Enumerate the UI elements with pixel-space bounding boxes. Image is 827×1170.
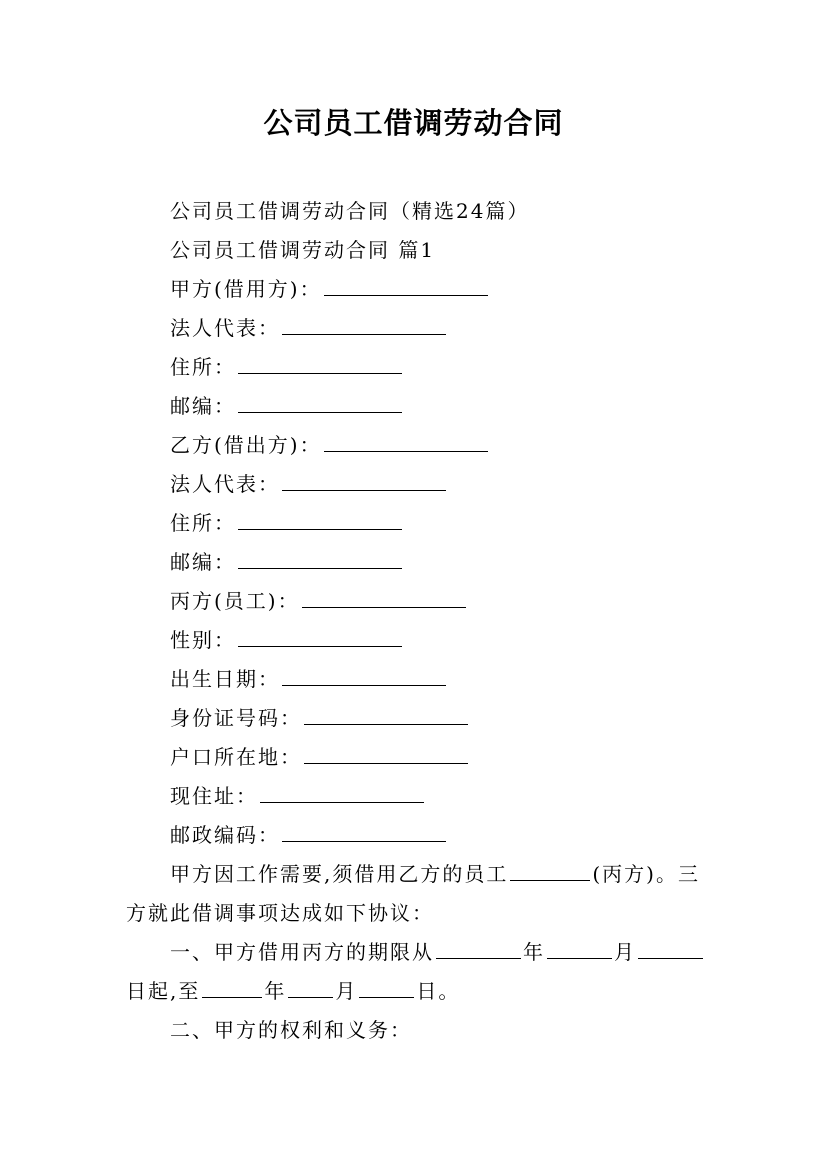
fill-blank: [238, 626, 402, 647]
fill-blank: [282, 665, 446, 686]
field-borrower-postcode: [170, 392, 404, 420]
field-lender-postcode: [170, 548, 404, 576]
paragraph-text: (丙方)。三: [592, 862, 700, 886]
fill-blank: [304, 704, 468, 725]
fill-blank: [359, 977, 414, 998]
field-employee: [170, 587, 468, 615]
fill-blank: [238, 353, 402, 374]
fill-blank: [238, 548, 402, 569]
field-label: 邮政编码：: [170, 823, 280, 847]
field-lender-legal-rep: [170, 470, 448, 498]
field-current-address: [170, 782, 426, 810]
field-birth-date: [170, 665, 448, 693]
fill-blank: [510, 860, 590, 881]
fill-blank: [260, 782, 424, 803]
fill-blank: [202, 977, 262, 998]
fill-blank: [302, 587, 466, 608]
paragraph-intro: [170, 860, 700, 888]
field-gender: [170, 626, 404, 654]
fill-blank: [436, 938, 521, 959]
clause-text: 年: [264, 979, 287, 1003]
clause-text: 年: [523, 940, 545, 964]
field-lender: [170, 431, 490, 459]
clause-1-continued: [126, 977, 460, 1005]
fill-blank: [282, 314, 446, 335]
field-label: 现住址：: [170, 784, 258, 808]
document-subtitle: 公司员工借调劳动合同（精选24篇）: [170, 199, 530, 223]
field-borrower: [170, 275, 490, 303]
document-title: 公司员工借调劳动合同: [263, 106, 564, 140]
field-label: 住所：: [170, 355, 236, 379]
field-label: 乙方(借出方)：: [170, 433, 322, 457]
paragraph-intro-continued: 方就此借调事项达成如下协议：: [126, 901, 434, 925]
fill-blank: [238, 392, 402, 413]
field-label: 身份证号码：: [170, 706, 302, 730]
field-label: 法人代表：: [170, 472, 280, 496]
field-label: 性别：: [170, 628, 236, 652]
fill-blank: [324, 431, 488, 452]
fill-blank: [288, 977, 333, 998]
field-label: 甲方(借用方)：: [170, 277, 322, 301]
fill-blank: [324, 275, 488, 296]
field-label: 邮编：: [170, 394, 236, 418]
clause-text: 日起,至: [126, 979, 201, 1003]
clause-text: 日。: [416, 979, 461, 1003]
clause-text: 月: [335, 979, 358, 1003]
clause-text: 月: [614, 940, 636, 964]
fill-blank: [304, 743, 468, 764]
field-borrower-address: [170, 353, 404, 381]
clause-text: 一、甲方借用丙方的期限从: [170, 940, 434, 964]
field-label: 丙方(员工)：: [170, 589, 300, 613]
field-household-registration: [170, 743, 470, 771]
field-label: 住所：: [170, 511, 236, 535]
field-label: 户口所在地：: [170, 745, 302, 769]
clause-1: [170, 938, 705, 966]
paragraph-text: 甲方因工作需要,须借用乙方的员工: [170, 862, 509, 886]
field-label: 法人代表：: [170, 316, 280, 340]
fill-blank: [638, 938, 703, 959]
clause-2: 二、甲方的权利和义务：: [170, 1018, 412, 1042]
field-postal-code: [170, 821, 448, 849]
field-id-number: [170, 704, 470, 732]
fill-blank: [282, 821, 446, 842]
fill-blank: [282, 470, 446, 491]
fill-blank: [547, 938, 612, 959]
field-label: 出生日期：: [170, 667, 280, 691]
field-label: 邮编：: [170, 550, 236, 574]
fill-blank: [238, 509, 402, 530]
section-heading: 公司员工借调劳动合同 篇1: [170, 238, 436, 262]
field-lender-address: [170, 509, 404, 537]
field-borrower-legal-rep: [170, 314, 448, 342]
